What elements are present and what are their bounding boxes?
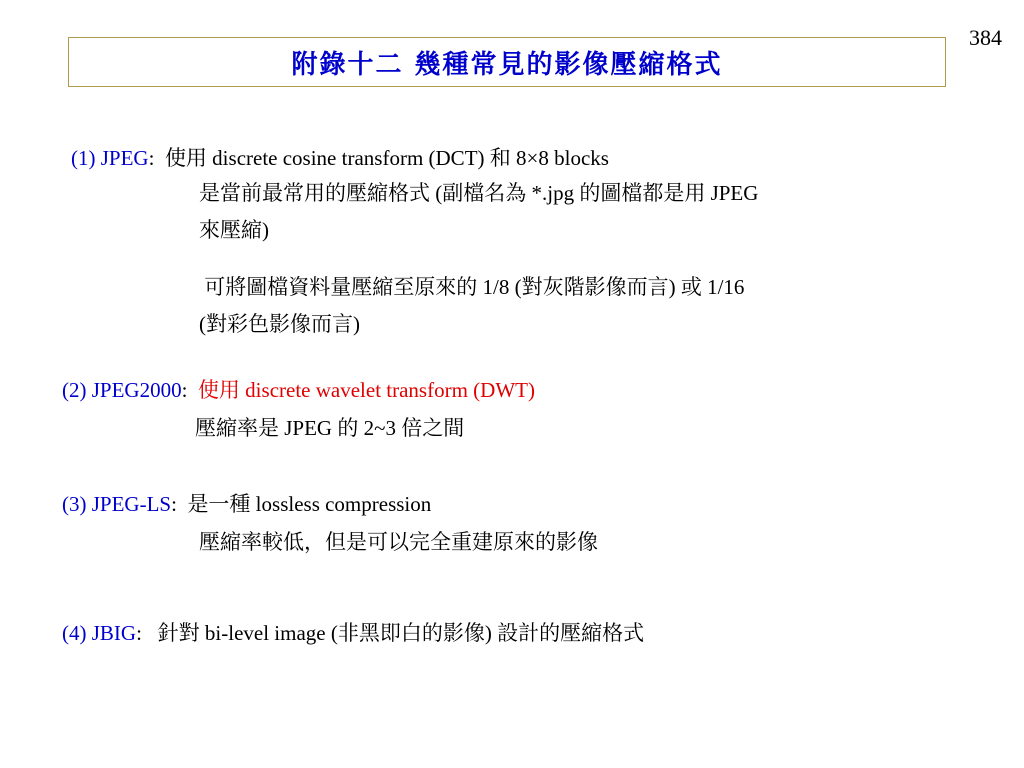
page-number: 384 (969, 25, 1002, 50)
jpeg2000-colon: : (181, 378, 198, 402)
item-jpeg2000-line1 (62, 374, 535, 407)
jpegls-label: (3) JPEG-LS (62, 492, 172, 516)
jbig-label: (4) JBIG (62, 621, 137, 645)
item-jpeg-line1 (71, 142, 609, 175)
jpeg-note-line1: 可將圖檔資料量壓縮至原來的 1/8 (對灰階影像而言) 或 1/16 (199, 275, 745, 299)
jpegls-desc-line1: 是一種 lossless compression (187, 492, 432, 516)
jbig-desc-line1: 針對 bi-level image (非黑即白的影像) 設計的壓縮格式 (157, 621, 645, 645)
title-box (68, 37, 946, 87)
jpeg-colon: : (148, 146, 165, 170)
jpeg-label: (1) JPEG (71, 146, 149, 170)
jpeg2000-label: (2) JPEG2000 (62, 378, 182, 402)
jpegls-desc-line2: 壓縮率較低，但是可以完全重建原來的影像 (199, 530, 598, 554)
jpeg-desc-line1: 使用 discrete cosine transform (DCT) 和 8×8 blocks (164, 146, 609, 170)
jbig-colon: : (136, 621, 158, 645)
slide-title: 附錄十二 幾種常見的影像壓縮格式 (291, 49, 723, 80)
jpeg-note-line2: (對彩色影像而言) (199, 312, 360, 336)
item-jpegls-line1 (62, 488, 431, 521)
jpeg2000-desc-line2: 壓縮率是 JPEG 的 2~3 倍之間 (195, 416, 465, 440)
jpeg-desc-line3: 來壓縮) (199, 218, 269, 242)
jpeg2000-dwt-text: 使用 discrete wavelet transform (DWT) (197, 378, 535, 402)
jpeg-desc-line2: 是當前最常用的壓縮格式 (副檔名為 *.jpg 的圖檔都是用 JPEG (199, 181, 759, 205)
jpegls-colon: : (171, 492, 188, 516)
item-jbig-line1 (62, 617, 644, 650)
